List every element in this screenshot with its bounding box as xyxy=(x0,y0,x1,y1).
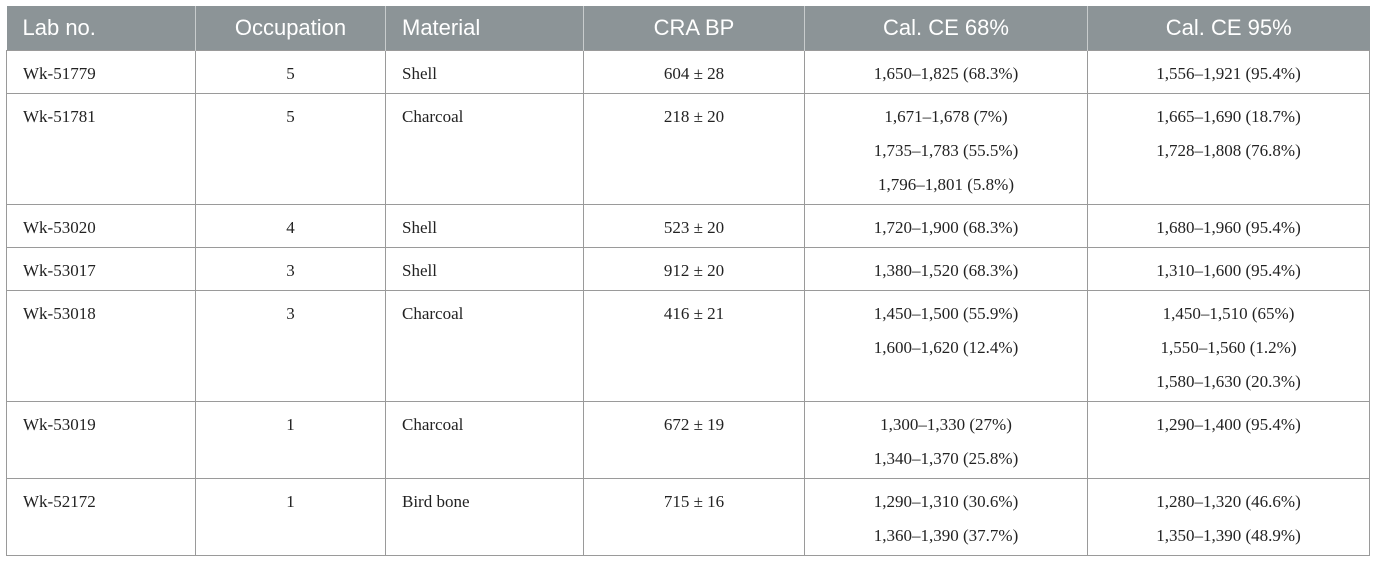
cell-material: Shell xyxy=(386,51,584,94)
cell-cra-bp: 912 ± 20 xyxy=(584,248,805,291)
cell-lab-no: Wk-51781 xyxy=(7,94,196,205)
cell-cal-ce-68 xyxy=(805,248,1088,291)
cell-lab-no: Wk-53018 xyxy=(7,291,196,402)
cell-cra-bp: 715 ± 16 xyxy=(584,479,805,556)
cell-cal-ce-95 xyxy=(1088,94,1370,205)
cell-material: Charcoal xyxy=(386,402,584,479)
header-cal-ce-68: Cal. CE 68% xyxy=(805,6,1088,51)
cell-cal-ce-68 xyxy=(805,402,1088,479)
cell-cra-bp: 523 ± 20 xyxy=(584,205,805,248)
cell-lab-no: Wk-51779 xyxy=(7,51,196,94)
cell-material: Charcoal xyxy=(386,291,584,402)
date-range-line: 1,340–1,370 (25.8%) xyxy=(873,449,1019,468)
table-row xyxy=(7,248,1370,291)
date-range-line: 1,650–1,825 (68.3%) xyxy=(873,64,1019,83)
date-range-line: 1,280–1,320 (46.6%) xyxy=(1156,492,1301,511)
cell-lab-no: Wk-52172 xyxy=(7,479,196,556)
header-occupation: Occupation xyxy=(196,6,386,51)
radiocarbon-table-container xyxy=(6,6,1369,556)
cell-material: Shell xyxy=(386,205,584,248)
header-cal-ce-95: Cal. CE 95% xyxy=(1088,6,1370,51)
date-range-line: 1,720–1,900 (68.3%) xyxy=(873,218,1019,237)
cell-occupation: 3 xyxy=(196,248,386,291)
table-row xyxy=(7,94,1370,205)
cell-material: Bird bone xyxy=(386,479,584,556)
date-range-line: 1,350–1,390 (48.9%) xyxy=(1156,526,1301,545)
table-row xyxy=(7,291,1370,402)
header-lab-no: Lab no. xyxy=(7,6,196,51)
date-range-line: 1,665–1,690 (18.7%) xyxy=(1156,107,1301,126)
date-range-line: 1,735–1,783 (55.5%) xyxy=(873,141,1019,160)
radiocarbon-dates-table xyxy=(6,6,1370,556)
cell-lab-no: Wk-53017 xyxy=(7,248,196,291)
date-range-line: 1,671–1,678 (7%) xyxy=(884,107,1008,126)
cell-cal-ce-95 xyxy=(1088,205,1370,248)
cell-cal-ce-68 xyxy=(805,94,1088,205)
date-range-line: 1,796–1,801 (5.8%) xyxy=(878,175,1014,194)
cell-lab-no: Wk-53019 xyxy=(7,402,196,479)
header-material: Material xyxy=(386,6,584,51)
cell-cal-ce-95 xyxy=(1088,51,1370,94)
cell-cal-ce-95 xyxy=(1088,291,1370,402)
table-row xyxy=(7,402,1370,479)
cell-cal-ce-95 xyxy=(1088,402,1370,479)
date-range-line: 1,380–1,520 (68.3%) xyxy=(873,261,1019,280)
date-range-line: 1,556–1,921 (95.4%) xyxy=(1156,64,1301,83)
date-range-line: 1,450–1,500 (55.9%) xyxy=(873,304,1019,323)
cell-lab-no: Wk-53020 xyxy=(7,205,196,248)
cell-occupation: 5 xyxy=(196,94,386,205)
cell-occupation: 5 xyxy=(196,51,386,94)
date-range-line: 1,580–1,630 (20.3%) xyxy=(1156,372,1301,391)
cell-material: Shell xyxy=(386,248,584,291)
date-range-line: 1,450–1,510 (65%) xyxy=(1162,304,1295,323)
date-range-line: 1,600–1,620 (12.4%) xyxy=(873,338,1019,357)
cell-occupation: 4 xyxy=(196,205,386,248)
date-range-line: 1,310–1,600 (95.4%) xyxy=(1156,261,1301,280)
cell-material: Charcoal xyxy=(386,94,584,205)
cell-cal-ce-68 xyxy=(805,291,1088,402)
cell-cra-bp: 672 ± 19 xyxy=(584,402,805,479)
cell-cal-ce-95 xyxy=(1088,248,1370,291)
date-range-line: 1,360–1,390 (37.7%) xyxy=(873,526,1019,545)
date-range-line: 1,550–1,560 (1.2%) xyxy=(1160,338,1297,357)
date-range-line: 1,290–1,400 (95.4%) xyxy=(1156,415,1301,434)
cell-occupation: 3 xyxy=(196,291,386,402)
table-row xyxy=(7,205,1370,248)
cell-occupation: 1 xyxy=(196,479,386,556)
cell-cra-bp: 218 ± 20 xyxy=(584,94,805,205)
table-body xyxy=(7,51,1370,556)
date-range-line: 1,300–1,330 (27%) xyxy=(880,415,1012,434)
cell-cra-bp: 416 ± 21 xyxy=(584,291,805,402)
cell-cal-ce-68 xyxy=(805,479,1088,556)
table-row xyxy=(7,51,1370,94)
date-range-line: 1,680–1,960 (95.4%) xyxy=(1156,218,1301,237)
table-header xyxy=(7,6,1370,51)
cell-cal-ce-68 xyxy=(805,51,1088,94)
table-row xyxy=(7,479,1370,556)
header-row xyxy=(7,6,1370,51)
header-cra-bp: CRA BP xyxy=(584,6,805,51)
date-range-line: 1,728–1,808 (76.8%) xyxy=(1156,141,1301,160)
cell-cra-bp: 604 ± 28 xyxy=(584,51,805,94)
date-range-line: 1,290–1,310 (30.6%) xyxy=(873,492,1019,511)
cell-cal-ce-68 xyxy=(805,205,1088,248)
cell-occupation: 1 xyxy=(196,402,386,479)
cell-cal-ce-95 xyxy=(1088,479,1370,556)
